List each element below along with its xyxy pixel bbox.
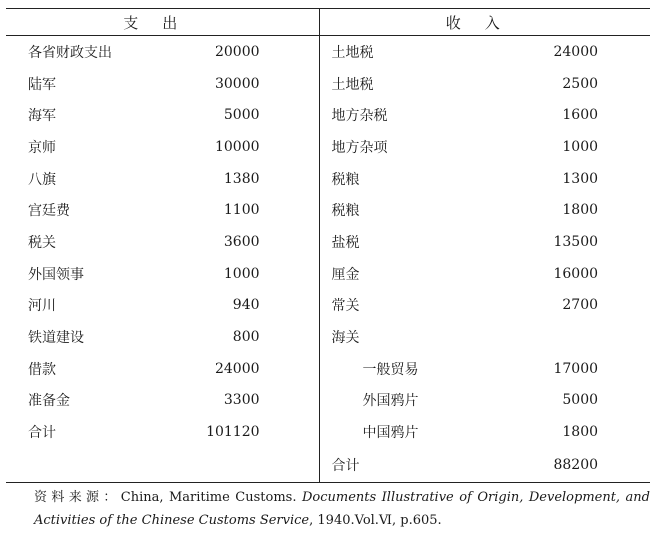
table-row <box>6 290 650 322</box>
header-expenditure: 支出 <box>6 9 319 36</box>
table-row <box>6 385 650 417</box>
table-row <box>6 448 650 483</box>
table-row <box>6 163 650 195</box>
revenue-total-label: 合计 <box>319 448 505 483</box>
table-header-row <box>6 9 650 36</box>
expenditure-label: 铁道建设 <box>28 330 84 347</box>
expenditure-value: 30000 <box>214 75 260 92</box>
revenue-total-value: 88200 <box>553 456 599 473</box>
expenditure-label: 河川 <box>28 298 56 315</box>
revenue-label: 地方杂项 <box>319 131 505 163</box>
expenditure-value: 1000 <box>223 265 260 282</box>
revenue-value <box>505 321 650 353</box>
expenditure-label: 八旗 <box>28 171 56 188</box>
table-row <box>6 36 650 68</box>
revenue-label: 一般贸易 <box>319 353 505 385</box>
expenditure-label: 外国领事 <box>28 266 84 283</box>
expenditure-value: 3300 <box>223 392 260 409</box>
revenue-value: 13500 <box>553 233 599 250</box>
table-row <box>6 416 650 448</box>
table-row <box>6 68 650 100</box>
source-title: Documents Illustrative of Origin, Development, and Activities of the Chinese Customs Service <box>34 490 650 528</box>
expenditure-total-value: 101120 <box>206 424 260 441</box>
expenditure-label: 各省财政支出 <box>28 44 112 61</box>
empty-cell <box>6 448 188 483</box>
expenditure-value: 20000 <box>214 43 260 60</box>
revenue-value: 1300 <box>562 170 599 187</box>
source-label: 资料来源： <box>34 490 121 505</box>
revenue-value: 2500 <box>562 75 599 92</box>
revenue-label: 土地税 <box>319 68 505 100</box>
expenditure-value: 10000 <box>214 138 260 155</box>
revenue-label: 税粮 <box>319 194 505 226</box>
table-row <box>6 99 650 131</box>
revenue-label: 海关 <box>319 321 505 353</box>
expenditure-label: 陆军 <box>28 76 56 93</box>
expenditure-label: 海军 <box>28 108 56 125</box>
expenditure-label: 京师 <box>28 139 56 156</box>
source-note <box>6 486 650 532</box>
expenditure-value: 800 <box>232 329 260 346</box>
table-row <box>6 321 650 353</box>
source-text-b: , 1940.Vol.Ⅵ, p.605. <box>309 513 442 528</box>
revenue-value: 1000 <box>562 138 599 155</box>
expenditure-value: 940 <box>232 297 260 314</box>
revenue-value: 24000 <box>553 43 599 60</box>
revenue-value: 2700 <box>562 297 599 314</box>
source-first-line <box>6 486 650 532</box>
expenditure-label: 税关 <box>28 234 56 251</box>
empty-cell <box>188 448 319 483</box>
revenue-label: 税粮 <box>319 163 505 195</box>
revenue-label: 常关 <box>319 290 505 322</box>
expenditure-value: 1380 <box>223 170 260 187</box>
revenue-value: 16000 <box>553 265 599 282</box>
revenue-value: 5000 <box>562 392 599 409</box>
expenditure-value: 3600 <box>223 233 260 250</box>
expenditure-value: 24000 <box>214 360 260 377</box>
source-text-a: China, Maritime Customs. <box>120 490 302 505</box>
expenditure-label: 准备金 <box>28 393 70 410</box>
revenue-label: 盐税 <box>319 226 505 258</box>
expenditure-label: 宫廷费 <box>28 203 70 220</box>
table-row <box>6 258 650 290</box>
revenue-value: 1600 <box>562 107 599 124</box>
table-row <box>6 353 650 385</box>
table-row <box>6 194 650 226</box>
expenditure-total-label: 合计 <box>28 425 56 442</box>
finance-table <box>6 8 650 483</box>
revenue-value: 1800 <box>562 202 599 219</box>
revenue-label: 外国鸦片 <box>319 385 505 417</box>
revenue-label: 厘金 <box>319 258 505 290</box>
table-row <box>6 226 650 258</box>
revenue-value: 17000 <box>553 360 599 377</box>
expenditure-label: 借款 <box>28 361 56 378</box>
revenue-label: 地方杂税 <box>319 99 505 131</box>
expenditure-value: 5000 <box>223 107 260 124</box>
revenue-label: 土地税 <box>319 36 505 68</box>
header-revenue: 收入 <box>319 9 650 36</box>
table-row <box>6 131 650 163</box>
expenditure-value: 1100 <box>223 202 260 219</box>
revenue-value: 1800 <box>562 424 599 441</box>
revenue-label: 中国鸦片 <box>319 416 505 448</box>
